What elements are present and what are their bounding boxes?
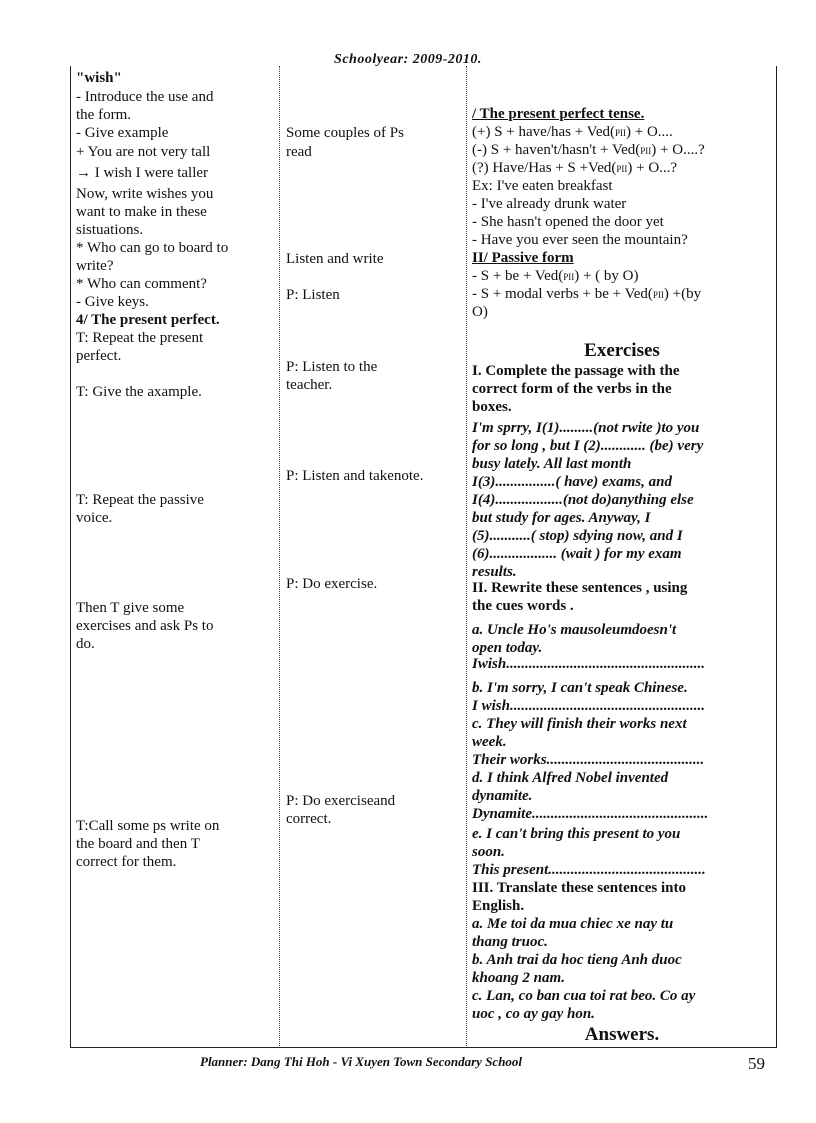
c2-line: teacher. [286,377,333,393]
exercise-ii-heading: the cues words . [472,598,574,614]
translate-b: khoang 2 nam. [472,970,565,986]
exercise-i-heading: I. Complete the passage with the [472,363,680,379]
c1-line: T: Repeat the present [76,330,204,346]
pp-negative-form: (-) S + haven't/hasn't + Ved(PII) + O....? [472,142,705,158]
translate-c: c. Lan, co ban cua toi rat beo. Co ay [472,988,696,1004]
passage-line: I(4)..................(not do)anything else [472,492,694,508]
pp-question-form: (?) Have/Has + S +Ved(PII) + O...? [472,160,678,176]
passage-line: results. [472,564,517,580]
rewrite-d: dynamite. [472,788,533,804]
exercise-ii-heading: II. Rewrite these sentences , using [472,580,688,596]
passive-form-1: - S + be + Ved(PII) + ( by O) [472,268,639,284]
column-divider-2 [466,66,467,1048]
present-perfect-tense-title: / The present perfect tense. [472,106,645,122]
c1-line: exercises and ask Ps to [76,618,214,634]
c1-line: Then T give some [76,600,185,616]
table-border-left [70,66,71,1048]
rewrite-b-answer: I wish.................................................... [472,698,705,714]
c1-line: * Who can go to board to [76,240,229,256]
passage-line: I(3)................( have) exams, and [472,474,672,490]
translate-a: thang truoc. [472,934,548,950]
c1-line: T:Call some ps write on [76,818,220,834]
c1-line: want to make in these [76,204,207,220]
pp-example: - I've already drunk water [472,196,627,212]
exercises-title: Exercises [584,340,660,361]
c2-line: Some couples of Ps [286,125,404,141]
c2-line: P: Listen to the [286,359,378,375]
translate-b: b. Anh trai da hoc tieng Anh duoc [472,952,682,968]
c1-line: T: Give the axample. [76,384,202,400]
rewrite-a: open today. [472,640,543,656]
c1-line: → I wish I were taller [76,165,209,181]
rewrite-d: d. I think Alfred Nobel invented [472,770,669,786]
c2-line: Listen and write [286,251,384,267]
c1-line: sistuations. [76,222,144,238]
passage-line: busy lately. All last month [472,456,632,472]
c1-line: the board and then T [76,836,200,852]
rewrite-c: week. [472,734,507,750]
c1-line: write? [76,258,114,274]
pp-example: - Have you ever seen the mountain? [472,232,688,248]
planner-credit: Planner: Dang Thi Hoh - Vi Xuyen Town Secondary School [200,1054,523,1069]
rewrite-c-answer: Their works.......................................... [472,752,705,768]
exercise-i-heading: correct form of the verbs in the [472,381,672,397]
c1-line: T: Repeat the passive [76,492,204,508]
rewrite-e: soon. [472,844,505,860]
translate-a: a. Me toi da mua chiec xe nay tu [472,916,674,932]
passage-line: for so long , but I (2)............ (be) very [472,438,704,454]
c2-line: P: Do exercise. [286,576,378,592]
c1-line: voice. [76,510,113,526]
c1-line: the form. [76,107,131,123]
passage-line: (6).................. (wait ) for my exam [472,546,682,562]
exercise-iii-heading: III. Translate these sentences into [472,880,687,896]
pp-affirmative-form: (+) S + have/has + Ved(PII) + O.... [472,124,673,140]
c2-line: P: Listen and takenote. [286,468,424,484]
passive-form-2-cont: O) [472,304,488,320]
table-border-right [776,66,777,1048]
exercise-iii-heading: English. [472,898,525,914]
rewrite-d-answer: Dynamite............................................... [472,806,709,822]
c2-line: read [286,144,312,160]
c2-line: correct. [286,811,332,827]
pp-example: Ex: I've eaten breakfast [472,178,613,194]
passive-form-2: - S + modal verbs + be + Ved(PII) +(by [472,286,702,302]
c1-line: - Introduce the use and [76,89,214,105]
present-perfect-heading: 4/ The present perfect. [76,312,220,328]
passage-line: I'm sprry, I(1).........(not rwite )to you [472,420,700,436]
exercise-i-heading: boxes. [472,399,512,415]
c1-line: correct for them. [76,854,177,870]
c1-line: Now, write wishes you [76,186,214,202]
table-bottom-border [70,1047,777,1048]
column-divider-1 [279,66,280,1048]
passage-line: but study for ages. Anyway, I [472,510,651,526]
rewrite-a-answer: Iwish..................................................... [472,656,705,672]
rewrite-b: b. I'm sorry, I can't speak Chinese. [472,680,688,696]
c1-line: do. [76,636,95,652]
wish-heading: "wish" [76,70,122,86]
rewrite-e: e. I can't bring this present to you [472,826,681,842]
c1-line: - Give keys. [76,294,149,310]
rewrite-c: c. They will finish their works next [472,716,687,732]
c1-line: perfect. [76,348,122,364]
page-header: Schoolyear: 2009-2010. [334,52,482,67]
rewrite-e-answer: This present.......................................... [472,862,706,878]
c1-line: * Who can comment? [76,276,207,292]
answers-title: Answers. [584,1024,660,1045]
rewrite-a: a. Uncle Ho's mausoleumdoesn't [472,622,677,638]
pp-example: - She hasn't opened the door yet [472,214,664,230]
c2-line: P: Do exerciseand [286,793,396,809]
c2-line: P: Listen [286,287,340,303]
lesson-table [70,66,777,1048]
page-number: 59 [748,1054,765,1073]
passage-line: (5)...........( stop) sdying now, and I [472,528,683,544]
c1-line: + You are not very tall [76,144,211,160]
passive-form-title: II/ Passive form [472,250,574,266]
c1-line: - Give example [76,125,169,141]
translate-c: uoc , co ay gay hon. [472,1006,595,1022]
